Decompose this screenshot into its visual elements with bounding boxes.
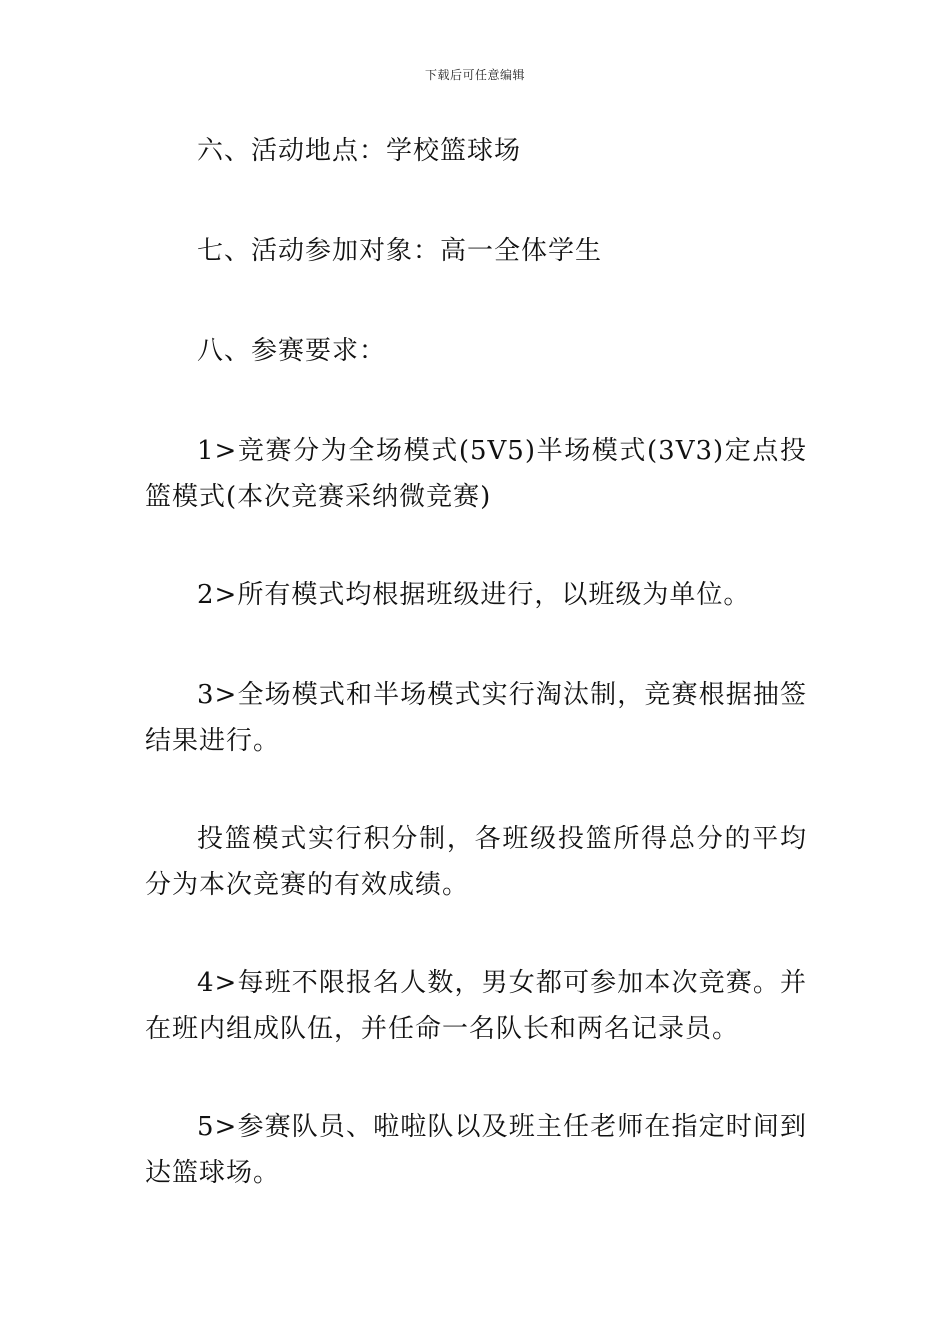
paragraph-requirement-2: 2>所有模式均根据班级进行，以班级为单位。 <box>197 580 751 610</box>
document-body <box>145 128 807 1248</box>
paragraph-activity-location: 六、活动地点：学校篮球场 <box>197 136 522 166</box>
paragraph-requirement-4: 4>每班不限报名人数，男女都可参加本次竞赛。并在班内组成队伍，并任命一名队长和两名记录员。 <box>145 968 807 1044</box>
paragraph-shooting-scoring: 投篮模式实行积分制，各班级投篮所得总分的平均分为本次竞赛的有效成绩。 <box>145 824 807 900</box>
paragraph-requirements-heading: 八、参赛要求： <box>197 336 387 366</box>
paragraph-requirement-5: 5>参赛队员、啦啦队以及班主任老师在指定时间到达篮球场。 <box>145 1112 807 1188</box>
paragraph-requirement-3: 3>全场模式和半场模式实行淘汰制，竞赛根据抽签结果进行。 <box>145 680 807 756</box>
paragraph-participants: 七、活动参加对象：高一全体学生 <box>197 236 603 266</box>
header-note: 下载后可任意编辑 <box>424 68 525 82</box>
paragraph-requirement-1: 1>竞赛分为全场模式(5V5)半场模式(3V3)定点投篮模式(本次竞赛采纳微竞赛) <box>145 436 807 512</box>
